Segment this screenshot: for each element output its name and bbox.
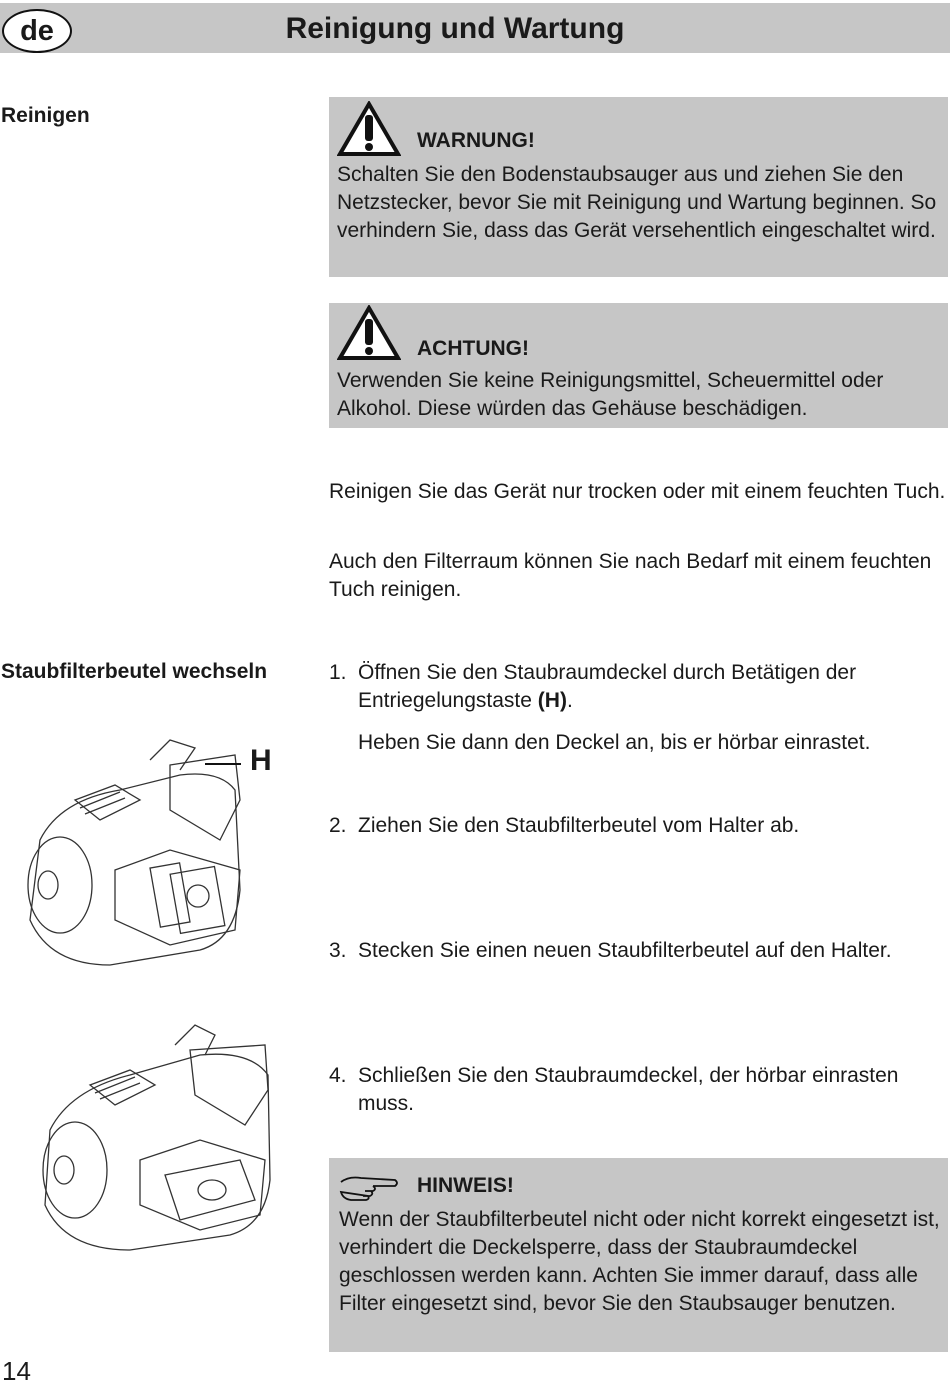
- step-number: 4.: [329, 1064, 347, 1087]
- caution-heading: ACHTUNG!: [417, 337, 529, 360]
- header-bar: [0, 3, 950, 53]
- caution-text: Verwenden Sie keine Reinigungsmittel, Scheuermittel oder Alkohol. Diese würden das Gehäuse beschädigen.: [337, 369, 884, 420]
- note-heading: HINWEIS!: [417, 1174, 514, 1197]
- section-heading-cleaning: Reinigen: [1, 104, 90, 127]
- warning-triangle-icon: [337, 305, 401, 361]
- figure-label-h: H: [250, 744, 272, 777]
- step-2: [329, 812, 949, 840]
- note-box: [329, 1158, 948, 1352]
- step-1: [329, 659, 949, 757]
- pointing-hand-icon: [337, 1172, 399, 1202]
- step-text: Öffnen Sie den Staubraumdeckel durch Betätigen der Entriegelungstaste: [358, 661, 857, 712]
- step-ref: (H): [537, 689, 567, 712]
- callout-line: [205, 763, 241, 765]
- step-subtext: Heben Sie dann den Deckel an, bis er hörbar einrastet.: [358, 731, 871, 754]
- step-tail: .: [566, 689, 573, 712]
- warning-text: Schalten Sie den Bodenstaubsauger aus und ziehen Sie den Netzstecker, bevor Sie mit Reinigung und Wartung beginnen. So verhindern Sie, dass das Gerät versehentlich eingeschaltet wird.: [337, 163, 937, 242]
- step-3: [329, 937, 949, 965]
- language-badge: de: [2, 9, 72, 53]
- vacuum-open-lid-illustration: [20, 730, 250, 970]
- step-4: [329, 1062, 949, 1118]
- warning-heading: WARNUNG!: [417, 129, 535, 152]
- page-title: Reinigung und Wartung: [285, 12, 625, 45]
- caution-box: [329, 303, 948, 428]
- paragraph: Reinigen Sie das Gerät nur trocken oder mit einem feuchten Tuch.: [329, 480, 946, 503]
- vacuum-bag-inserted-illustration: [40, 1020, 275, 1260]
- warning-box: [329, 97, 948, 277]
- note-text: Wenn der Staubfilterbeutel nicht oder nicht korrekt eingesetzt ist, verhindert die Deckelsperre, dass der Staubraumdeckel geschlossen werden kann. Achten Sie immer darauf, dass alle Filter eingesetzt sind, bevor Sie den Staubsauger benutzen.: [339, 1208, 940, 1315]
- step-text: Stecken Sie einen neuen Staubfilterbeutel auf den Halter.: [358, 939, 892, 962]
- page-number: 14: [2, 1356, 31, 1386]
- step-text: Schließen Sie den Staubraumdeckel, der hörbar einrasten muss.: [358, 1064, 899, 1115]
- warning-triangle-icon: [337, 101, 401, 157]
- paragraph: Auch den Filterraum können Sie nach Bedarf mit einem feuchten Tuch reinigen.: [329, 550, 932, 601]
- step-number: 1.: [329, 661, 347, 684]
- section-heading-bag: Staubfilterbeutel wechseln: [1, 660, 268, 683]
- step-text: Ziehen Sie den Staubfilterbeutel vom Halter ab.: [358, 814, 800, 837]
- step-number: 2.: [329, 814, 347, 837]
- step-number: 3.: [329, 939, 347, 962]
